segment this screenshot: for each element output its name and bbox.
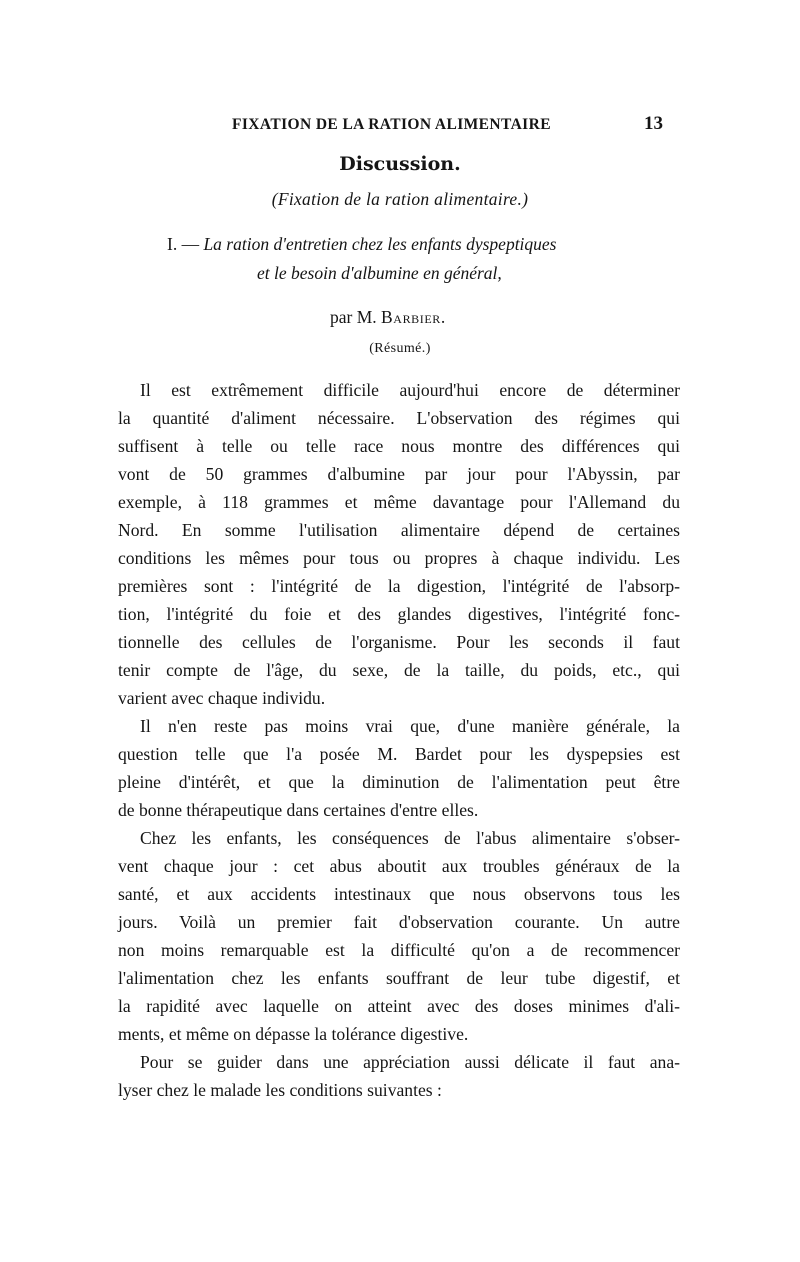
paragraph-line: la rapidité avec laquelle on atteint avec des doses minimes d'ali- <box>118 996 680 1016</box>
paragraph-line: vent chaque jour : cet abus aboutit aux troubles généraux de la <box>118 856 680 876</box>
paragraph-line: Pour se guider dans une appréciation aussi délicate il faut ana- <box>140 1052 680 1072</box>
paragraph-line: l'alimentation chez les enfants souffrant de leur tube digestif, et <box>118 968 680 988</box>
paragraph-line: Il n'en reste pas moins vrai que, d'une manière générale, la <box>140 716 680 736</box>
paragraph-line: vont de 50 grammes d'albumine par jour pour l'Abyssin, par <box>118 464 680 484</box>
paragraph-line: tionnelle des cellules de l'organisme. Pour les seconds il faut <box>118 632 680 652</box>
running-title: FIXATION DE LA RATION ALIMENTAIRE <box>232 116 551 133</box>
paragraph-line: exemple, à 118 grammes et même davantage pour l'Allemand du <box>118 492 680 512</box>
paragraph-line: conditions les mêmes pour tous ou propres à chaque individu. Les <box>118 548 680 568</box>
article-heading-line-2: et le besoin d'albumine en général, <box>257 263 502 283</box>
paragraph-line: ments, et même on dépasse la tolérance digestive. <box>118 1024 469 1044</box>
paragraph-line: tion, l'intégrité du foie et des glandes digestives, l'intégrité fonc- <box>118 604 680 624</box>
paragraph-line: lyser chez le malade les conditions suivantes : <box>118 1080 442 1100</box>
author-prefix: par M. <box>330 307 382 327</box>
heading-number: I. — <box>167 234 204 254</box>
heading-text: La ration d'entretien chez les enfants dyspeptiques <box>203 234 557 254</box>
paragraph-line: pleine d'intérêt, et que la diminution de l'alimentation peut être <box>118 772 680 792</box>
article-heading-line-1 <box>167 234 557 255</box>
paragraph-line: de bonne thérapeutique dans certaines d'entre elles. <box>118 800 479 820</box>
paragraph-line: Nord. En somme l'utilisation alimentaire dépend de certaines <box>118 520 680 540</box>
paragraph-line: suffisent à telle ou telle race nous montre des différences qui <box>118 436 680 456</box>
paragraph-line: santé, et aux accidents intestinaux que nous observons tous les <box>118 884 680 904</box>
section-subtitle: (Fixation de la ration alimentaire.) <box>271 189 529 209</box>
paragraph-line: Chez les enfants, les conséquences de l'abus alimentaire s'obser- <box>140 828 680 848</box>
author-line <box>330 307 446 328</box>
paragraph-line: varient avec chaque individu. <box>118 688 326 708</box>
author-name: Barbier. <box>381 307 446 327</box>
paragraph-line: question telle que l'a posée M. Bardet pour les dyspepsies est <box>118 744 680 764</box>
paragraph-line: non moins remarquable est la difficulté qu'on a de recommencer <box>118 940 680 960</box>
paragraph-line: jours. Voilà un premier fait d'observation courante. Un autre <box>118 912 680 932</box>
section-title: Discussion. <box>339 153 461 175</box>
summary-note: (Résumé.) <box>369 341 431 356</box>
page-number: 13 <box>644 113 663 134</box>
paragraph-line: tenir compte de l'âge, du sexe, de la taille, du poids, etc., qui <box>118 660 680 680</box>
paragraph-line: la quantité d'aliment nécessaire. L'observation des régimes qui <box>118 408 680 428</box>
paragraph-line: premières sont : l'intégrité de la digestion, l'intégrité de l'absorp- <box>118 576 680 596</box>
paragraph-line: Il est extrêmement difficile aujourd'hui encore de déterminer <box>140 380 680 400</box>
